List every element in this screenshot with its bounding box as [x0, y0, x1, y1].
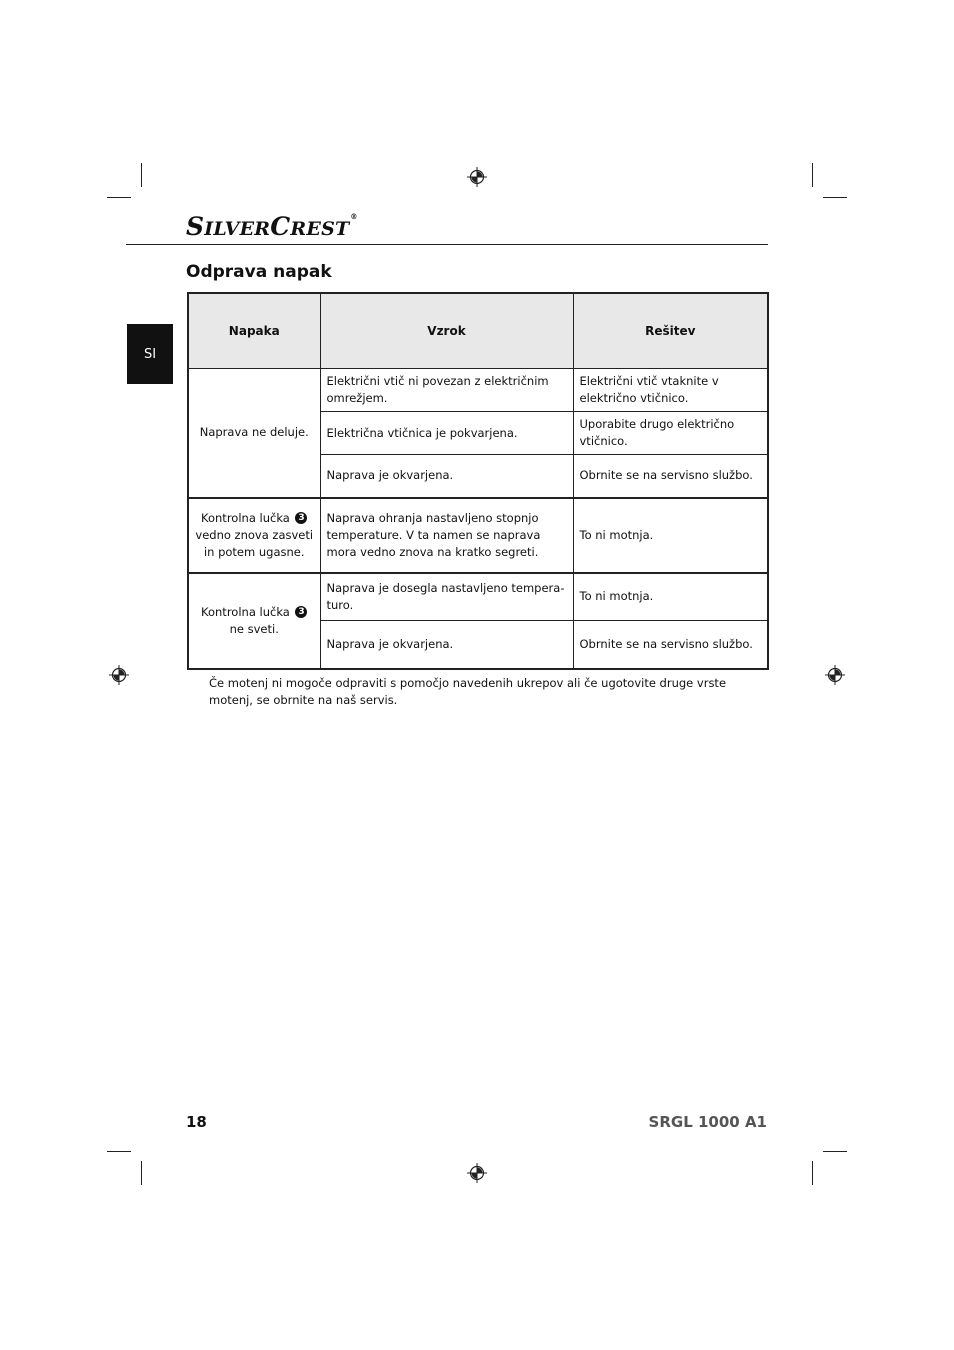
crop-mark — [141, 163, 142, 187]
solution-cell: Obrnite se na servisno službo. — [573, 621, 768, 669]
fault-text: ne sveti. — [229, 621, 279, 636]
registration-mark-icon — [825, 665, 845, 685]
cause-cell: Električna vtičnica je pokvarjena. — [320, 412, 573, 455]
number-badge-icon: 3 — [295, 512, 307, 524]
crop-mark — [812, 1161, 813, 1185]
solution-cell: To ni motnja. — [573, 498, 768, 573]
cause-cell: Naprava je okvarjena. — [320, 455, 573, 498]
table-row — [188, 498, 768, 573]
crop-mark — [823, 197, 847, 198]
model-number: SRGL 1000 A1 — [648, 1113, 767, 1131]
cause-cell: Naprava ohranja nastavljeno stopnjo temperature. V ta namen se naprava mora vedno znova na kratko segreti. — [320, 498, 573, 573]
language-tab — [127, 324, 173, 384]
fault-text: vedno znova zasveti in potem ugasne. — [195, 527, 314, 559]
crop-mark — [107, 1151, 131, 1152]
table-header-row — [188, 293, 768, 369]
registration-mark-icon — [109, 665, 129, 685]
column-header-fault: Napaka — [188, 293, 320, 369]
header-rule — [126, 244, 768, 245]
table-row — [188, 369, 768, 412]
language-tab-label: SI — [143, 346, 157, 362]
column-header-solution: Rešitev — [573, 293, 768, 369]
fault-text: Kontrolna lučka — [201, 510, 290, 525]
solution-cell: Uporabite drugo električno vtičnico. — [573, 412, 768, 455]
solution-cell: Električni vtič vtaknite v električno vtičnico. — [573, 369, 768, 412]
page-number: 18 — [186, 1113, 207, 1131]
crop-mark — [107, 197, 131, 198]
fault-cell: Naprava ne deluje. — [188, 369, 320, 498]
fault-cell — [188, 498, 320, 573]
crop-mark — [812, 163, 813, 187]
crop-mark — [141, 1161, 142, 1185]
cause-cell: Naprava je dosegla nastavljeno tempera-turo. — [320, 573, 573, 621]
cause-cell: Naprava je okvarjena. — [320, 621, 573, 669]
troubleshooting-table — [187, 292, 769, 670]
cause-cell: Električni vtič ni povezan z električnim omrežjem. — [320, 369, 573, 412]
column-header-cause: Vzrok — [320, 293, 573, 369]
registration-mark-icon — [467, 1163, 487, 1183]
number-badge-icon: 3 — [295, 606, 307, 618]
brand-logo: SILVERCREST® — [186, 212, 358, 241]
registration-mark-icon — [467, 167, 487, 187]
table-row — [188, 573, 768, 621]
solution-cell: To ni motnja. — [573, 573, 768, 621]
service-note: Če motenj ni mogoče odpraviti s pomočjo navedenih ukrepov ali če ugotovite druge vrste motenj, se obrnite na naš servis. — [209, 676, 727, 707]
crop-mark — [823, 1151, 847, 1152]
page-title: Odprava napak — [186, 262, 332, 282]
fault-text: Kontrolna lučka — [201, 604, 290, 619]
fault-cell — [188, 573, 320, 669]
solution-cell: Obrnite se na servisno službo. — [573, 455, 768, 498]
